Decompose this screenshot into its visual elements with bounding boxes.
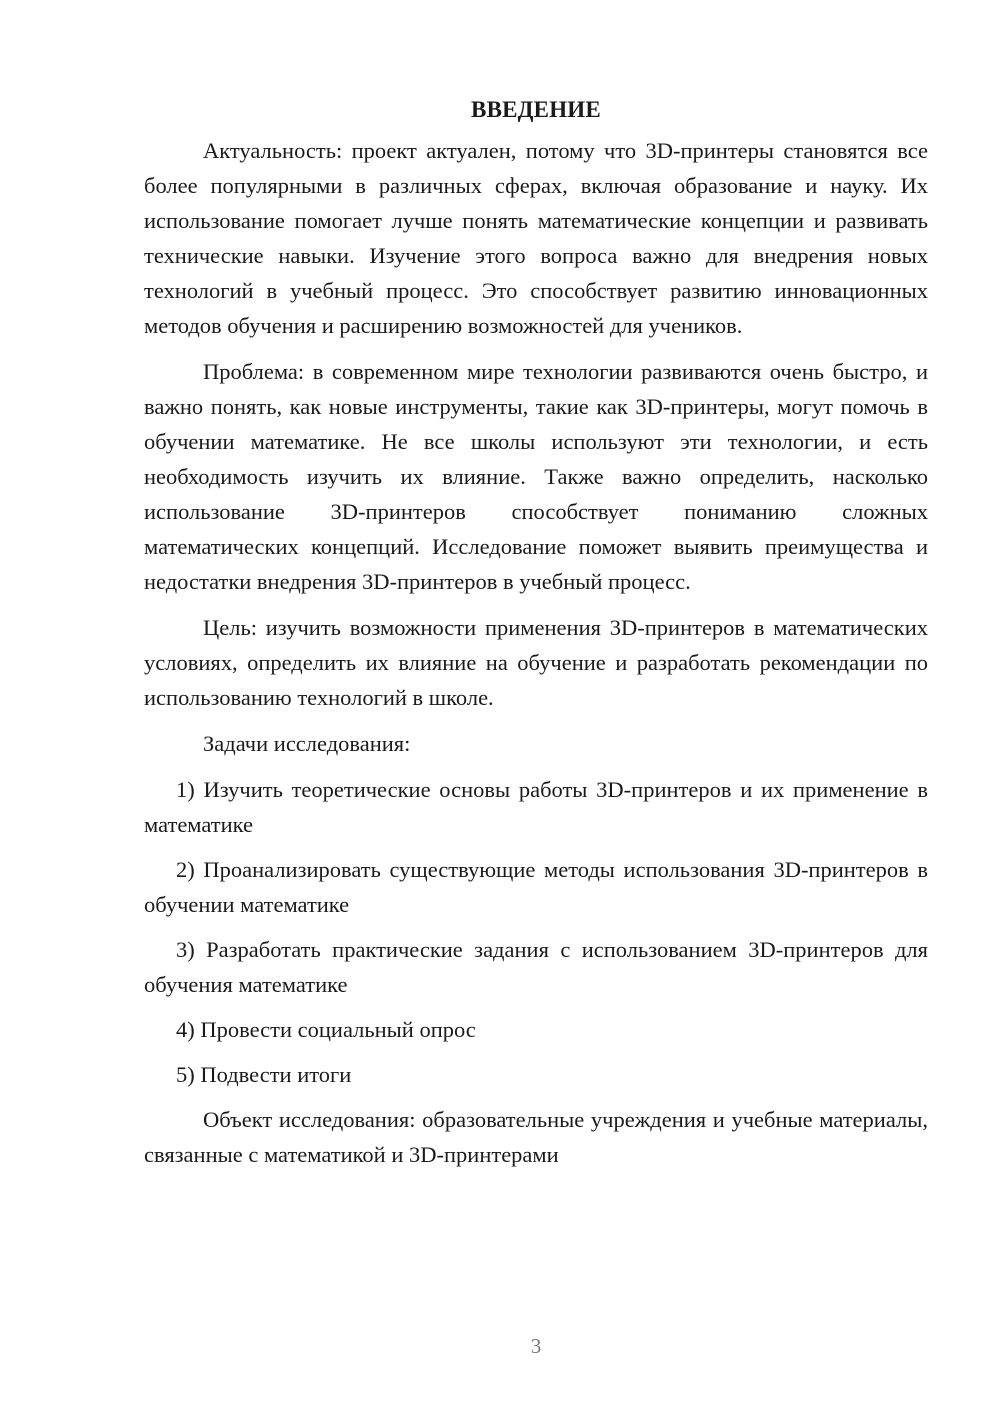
page-title: ВВЕДЕНИЕ xyxy=(471,97,601,122)
page-content xyxy=(144,92,928,1183)
page-number: 3 xyxy=(530,1334,542,1358)
task-item-4: 4) Провести социальный опрос xyxy=(176,1017,476,1042)
paragraph-object: Объект исследования: образовательные учреждения и учебные материалы, связанные с математикой и 3D-принтерами xyxy=(144,1107,928,1167)
paragraph-goal: Цель: изучить возможности применения 3D-принтеров в математических условиях, определить их влияние на обучение и разработать рекомендации по использованию технологий в школе. xyxy=(144,615,928,710)
task-item-1: 1) Изучить теоретические основы работы 3D-принтеров и их применение в математике xyxy=(144,777,928,837)
tasks-heading: Задачи исследования: xyxy=(203,731,411,756)
paragraph-relevance: Актуальность: проект актуален, потому что 3D-принтеры становятся все более популярными в различных сферах, включая образование и науку. Их использование помогает лучше понять математические концепции и развивать технические навыки. Изучение этого вопроса важно для внедрения новых технологий в учебный процесс. Это способствует развитию инновационных методов обучения и расширению возможностей для учеников. xyxy=(144,138,928,338)
task-item-5: 5) Подвести итоги xyxy=(176,1062,352,1087)
paragraph-problem: Проблема: в современном мире технологии развиваются очень быстро, и важно понять, как новые инструменты, такие как 3D-принтеры, могут помочь в обучении математике. Не все школы используют эти технологии, и есть необходимость изучить их влияние. Также важно определить, насколько использование 3D-принтеров способствует пониманию сложных математических концепций. Исследование поможет выявить преимущества и недостатки внедрения 3D-принтеров в учебный процесс. xyxy=(144,359,928,594)
task-item-2: 2) Проанализировать существующие методы использования 3D-принтеров в обучении математике xyxy=(144,857,928,917)
task-item-3: 3) Разработать практические задания с использованием 3D-принтеров для обучения математике xyxy=(144,937,928,997)
